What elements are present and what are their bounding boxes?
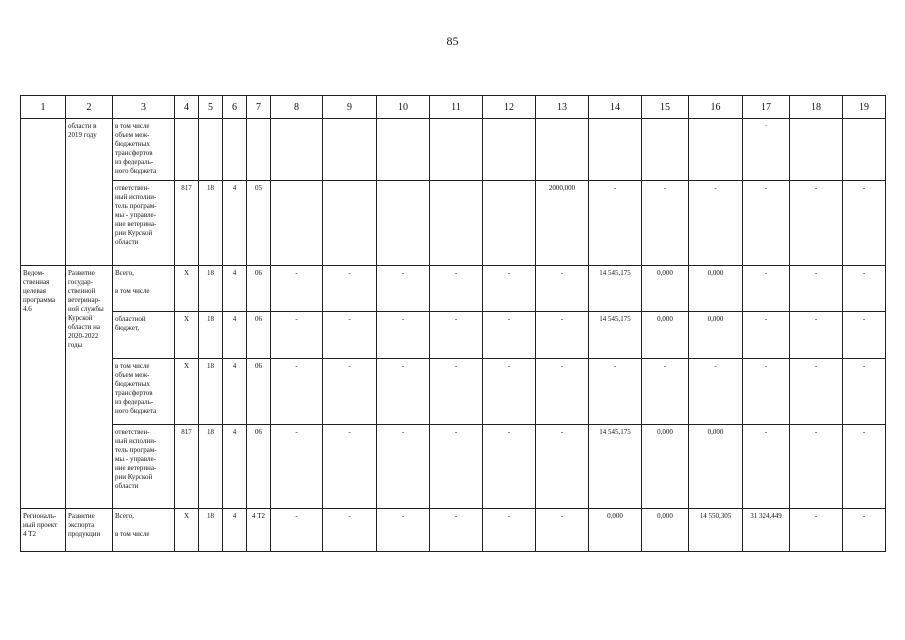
column-header: 17 (743, 96, 790, 119)
value-cell: - (483, 359, 536, 425)
value-cell: 14 545,175 (589, 312, 642, 359)
total-label: Всего, (115, 512, 134, 520)
subsection-cell (223, 119, 247, 181)
column-header: 7 (247, 96, 271, 119)
program-name-cell: Развитие экспорта продукции (66, 509, 113, 552)
value-cell: - (642, 181, 689, 266)
section-cell (199, 119, 223, 181)
value-cell (589, 119, 642, 181)
value-cell: - (483, 425, 536, 509)
value-cell: - (323, 509, 377, 552)
target-article-cell: 06 (247, 425, 271, 509)
value-cell (483, 181, 536, 266)
value-cell: - (843, 425, 886, 509)
value-cell: 0,000 (642, 509, 689, 552)
program-code-cell (21, 119, 66, 266)
value-cell: - (689, 359, 743, 425)
header-row (21, 96, 886, 119)
value-cell (642, 119, 689, 181)
table-row (21, 359, 886, 425)
value-cell: - (843, 312, 886, 359)
column-header: 8 (271, 96, 323, 119)
value-cell: - (790, 181, 843, 266)
table-row (21, 266, 886, 312)
value-cell: 0,000 (589, 509, 642, 552)
value-cell: 0,000 (689, 312, 743, 359)
value-cell (323, 119, 377, 181)
column-header: 5 (199, 96, 223, 119)
value-cell: - (323, 266, 377, 312)
funding-source-cell (113, 509, 175, 552)
column-header: 19 (843, 96, 886, 119)
grbs-cell: X (175, 266, 199, 312)
value-cell (271, 119, 323, 181)
value-cell: - (323, 359, 377, 425)
value-cell (271, 181, 323, 266)
column-header: 18 (790, 96, 843, 119)
grbs-cell: 817 (175, 181, 199, 266)
grbs-cell (175, 119, 199, 181)
value-cell: 0,000 (642, 312, 689, 359)
value-cell: - (743, 266, 790, 312)
column-header: 3 (113, 96, 175, 119)
value-cell: - (843, 181, 886, 266)
program-code-cell: Регионалъ- ный проект 4 Т2 (21, 509, 66, 552)
value-cell: - (271, 312, 323, 359)
column-header: 11 (430, 96, 483, 119)
subsection-cell: 4 (223, 425, 247, 509)
funding-source-cell: ответствен- ный исполни- тель програм- мы - управле- ние ветерина- рии Курской области (113, 181, 175, 266)
value-cell: - (790, 425, 843, 509)
value-cell (323, 181, 377, 266)
value-cell: - (536, 359, 589, 425)
grbs-cell: X (175, 312, 199, 359)
value-cell (483, 119, 536, 181)
subsection-cell: 4 (223, 359, 247, 425)
column-header: 4 (175, 96, 199, 119)
column-header: 14 (589, 96, 642, 119)
column-header: 1 (21, 96, 66, 119)
subsection-cell: 4 (223, 266, 247, 312)
value-cell: - (743, 425, 790, 509)
value-cell: 14 550,305 (689, 509, 743, 552)
page-number: 85 (446, 34, 459, 48)
value-cell (377, 119, 430, 181)
section-cell: 18 (199, 312, 223, 359)
budget-table (20, 95, 886, 552)
value-cell: - (790, 359, 843, 425)
value-cell: - (271, 509, 323, 552)
value-cell: - (377, 509, 430, 552)
value-cell: 0,000 (642, 425, 689, 509)
funding-source-cell: ответствен- ный исполни- тель програм- мы - управле- ние ветерина- рии Курской области (113, 425, 175, 509)
value-cell: - (271, 425, 323, 509)
table-row (21, 312, 886, 359)
target-article-cell: 06 (247, 266, 271, 312)
value-cell (689, 119, 743, 181)
column-header: 10 (377, 96, 430, 119)
value-cell: 14 545,175 (589, 425, 642, 509)
value-cell: - (536, 312, 589, 359)
target-article-cell: 06 (247, 312, 271, 359)
section-cell: 18 (199, 359, 223, 425)
value-cell: 0,000 (689, 266, 743, 312)
target-article-cell: 4 Т2 (247, 509, 271, 552)
value-cell: - (843, 509, 886, 552)
funding-source-cell: в том числе объем меж- бюджетных трансфертов из федераль- ного бюджета (113, 359, 175, 425)
value-cell: - (642, 359, 689, 425)
grbs-cell: X (175, 359, 199, 425)
subsection-cell: 4 (223, 312, 247, 359)
value-cell: - (483, 509, 536, 552)
value-cell (843, 119, 886, 181)
column-header: 13 (536, 96, 589, 119)
value-cell: 31 324,449 (743, 509, 790, 552)
value-cell: - (536, 266, 589, 312)
including-label: в том числе (115, 530, 150, 538)
value-cell: - (536, 425, 589, 509)
value-cell: - (790, 266, 843, 312)
section-cell: 18 (199, 266, 223, 312)
subsection-cell: 4 (223, 509, 247, 552)
value-cell: - (483, 312, 536, 359)
value-cell: - (323, 312, 377, 359)
table-row (21, 181, 886, 266)
column-header: 12 (483, 96, 536, 119)
value-cell: 0,000 (689, 425, 743, 509)
value-cell: - (430, 509, 483, 552)
section-cell: 18 (199, 425, 223, 509)
value-cell: - (743, 312, 790, 359)
value-cell: - (843, 266, 886, 312)
value-cell: - (430, 266, 483, 312)
value-cell (430, 119, 483, 181)
target-article-cell: 05 (247, 181, 271, 266)
value-cell: - (377, 266, 430, 312)
value-cell: - (790, 312, 843, 359)
funding-source-cell: областной бюджет, (113, 312, 175, 359)
value-cell: - (536, 509, 589, 552)
value-cell: - (430, 312, 483, 359)
value-cell: 2000,000 (536, 181, 589, 266)
value-cell: 14 545,175 (589, 266, 642, 312)
value-cell (790, 119, 843, 181)
value-cell: 0,000 (642, 266, 689, 312)
column-header: 15 (642, 96, 689, 119)
program-name-cell: Развитие государ- ственной ветеринар- ной службы Курской области на 2020-2022 годы (66, 266, 113, 509)
grbs-cell: 817 (175, 425, 199, 509)
value-cell: - (743, 181, 790, 266)
value-cell (536, 119, 589, 181)
value-cell: - (483, 266, 536, 312)
grbs-cell: X (175, 509, 199, 552)
value-cell: - (271, 266, 323, 312)
program-name-cell: области в 2019 году (66, 119, 113, 266)
value-cell: - (589, 181, 642, 266)
value-cell: - (689, 181, 743, 266)
value-cell: - (843, 359, 886, 425)
program-code-cell: Ведом- ственная целевая программа 4.6 (21, 266, 66, 509)
table-row (21, 119, 886, 181)
subsection-cell: 4 (223, 181, 247, 266)
value-cell: - (377, 312, 430, 359)
column-header: 2 (66, 96, 113, 119)
value-cell (377, 181, 430, 266)
column-header: 6 (223, 96, 247, 119)
value-cell: - (790, 509, 843, 552)
including-label: в том числе (115, 287, 150, 295)
value-cell: · (743, 119, 790, 181)
value-cell: - (377, 359, 430, 425)
value-cell: - (430, 425, 483, 509)
funding-source-cell: в том числе объем меж- бюджетных трансфертов из федераль- ного бюджета (113, 119, 175, 181)
target-article-cell (247, 119, 271, 181)
value-cell: - (271, 359, 323, 425)
column-header: 16 (689, 96, 743, 119)
value-cell: - (323, 425, 377, 509)
value-cell: - (743, 359, 790, 425)
value-cell: - (377, 425, 430, 509)
value-cell: - (589, 359, 642, 425)
table-row (21, 509, 886, 552)
column-header: 9 (323, 96, 377, 119)
funding-source-cell (113, 266, 175, 312)
table-row (21, 425, 886, 509)
value-cell (430, 181, 483, 266)
section-cell: 18 (199, 509, 223, 552)
target-article-cell: 06 (247, 359, 271, 425)
total-label: Всего, (115, 269, 134, 277)
value-cell: - (430, 359, 483, 425)
section-cell: 18 (199, 181, 223, 266)
